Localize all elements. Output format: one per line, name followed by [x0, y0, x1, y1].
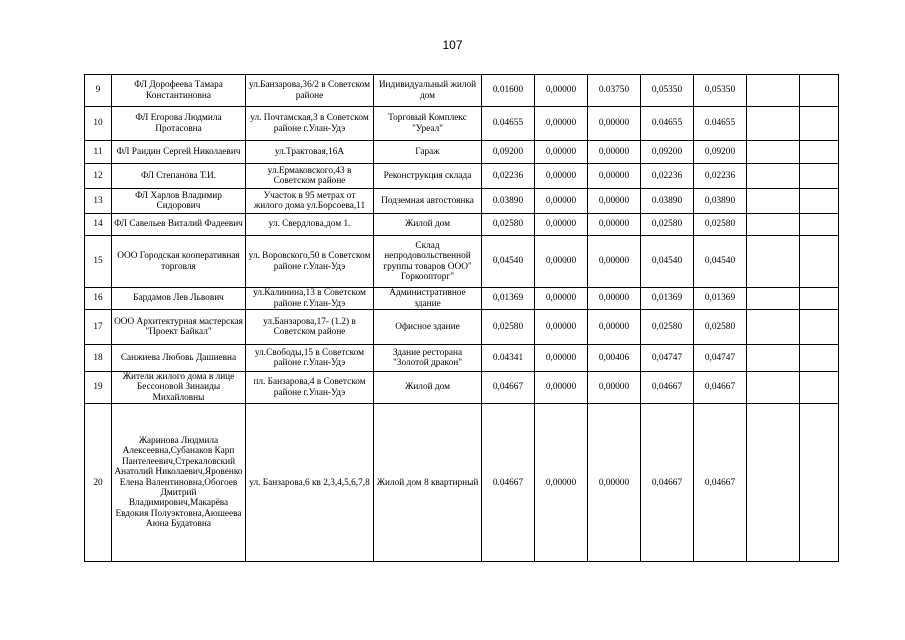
applicant-name: ФЛ Савельев Виталий Фадеевич [112, 214, 246, 236]
table-row [85, 372, 839, 404]
row-number: 18 [85, 345, 112, 372]
value-cell [747, 372, 800, 404]
value-cell [800, 345, 839, 372]
applicant-name: Санжиева Любовь Дашиевна [112, 345, 246, 372]
value-cell: 0,01369 [694, 288, 747, 310]
value-cell: 0.04667 [482, 404, 535, 562]
value-cell: 0,02580 [641, 214, 694, 236]
value-cell: 0,01369 [641, 288, 694, 310]
value-cell [747, 141, 800, 164]
value-cell: 0,00000 [535, 288, 588, 310]
value-cell [747, 236, 800, 288]
value-cell: 0.01600 [482, 75, 535, 107]
applicant-name: Бардамов Лев Львович [112, 288, 246, 310]
value-cell: 0,00000 [588, 141, 641, 164]
value-cell: 0,00000 [588, 189, 641, 214]
object-name: Реконструкция склада [374, 164, 482, 189]
object-address: ул.Банзарова,17- (1.2) в Советском районе [246, 310, 374, 345]
table-row [85, 288, 839, 310]
value-cell [747, 214, 800, 236]
object-name: Здание ресторана "Золотой дракон" [374, 345, 482, 372]
object-address: ул. Воровского,50 в Советском районе г.Улан-Удэ [246, 236, 374, 288]
row-number: 11 [85, 141, 112, 164]
value-cell: 0,02580 [482, 310, 535, 345]
value-cell: 0,00000 [588, 214, 641, 236]
row-number: 13 [85, 189, 112, 214]
value-cell: 0,00000 [535, 345, 588, 372]
value-cell: 0,00000 [588, 236, 641, 288]
value-cell: 0,04540 [641, 236, 694, 288]
capacity-table [84, 74, 839, 562]
value-cell: 0,00000 [535, 75, 588, 107]
value-cell: 0,02580 [482, 214, 535, 236]
applicant-name: ООО Городская кооперативная торговля [112, 236, 246, 288]
object-address: ул.Свободы,15 в Советском районе г.Улан-Удэ [246, 345, 374, 372]
value-cell: 0,00000 [535, 372, 588, 404]
value-cell: 0,04667 [694, 404, 747, 562]
object-name: Гараж [374, 141, 482, 164]
value-cell [747, 288, 800, 310]
value-cell: 0,00000 [588, 164, 641, 189]
object-address: ул. Банзарова,6 кв 2,3,4,5,6,7,8 [246, 404, 374, 562]
table-row [85, 404, 839, 562]
value-cell: 0,05350 [694, 75, 747, 107]
page-number: 107 [442, 38, 463, 52]
applicant-name: Жаринова Людмила Алексеевна,Субанаков Карп Пантелеевич,Стрекаловский Анатолий Николаевич,Яровенко Елена Валентиновна,Обогоев Дмитрий Владимирович,Макарёва Евдокия Полуэктовна,Аюшеева Аюна Будатовна [112, 404, 246, 562]
object-address: ул.Банзарова,36/2 в Советском районе [246, 75, 374, 107]
value-cell: 0,09200 [694, 141, 747, 164]
value-cell: 0,00000 [588, 288, 641, 310]
object-name: Склад непродовольственной группы товаров ООО" Горкоопторг" [374, 236, 482, 288]
value-cell [747, 310, 800, 345]
value-cell [747, 189, 800, 214]
object-name: Офисное здание [374, 310, 482, 345]
table-row [85, 236, 839, 288]
value-cell: 0,02580 [641, 310, 694, 345]
value-cell: 0,02236 [694, 164, 747, 189]
value-cell: 0,00000 [588, 404, 641, 562]
row-number: 12 [85, 164, 112, 189]
value-cell: 0,09200 [482, 141, 535, 164]
value-cell: 0,02580 [694, 214, 747, 236]
value-cell: 0,04540 [694, 236, 747, 288]
value-cell [800, 189, 839, 214]
value-cell: 0,02580 [694, 310, 747, 345]
value-cell: 0,00000 [535, 310, 588, 345]
object-address: Участок в 95 метрах от жилого дома ул.Борсоева,11 [246, 189, 374, 214]
object-address: ул. Почтамская,3 в Советском районе г.Улан-Удэ [246, 107, 374, 141]
value-cell [800, 372, 839, 404]
value-cell: 0,00000 [535, 107, 588, 141]
value-cell: 0,04747 [641, 345, 694, 372]
value-cell [747, 404, 800, 562]
value-cell: 0.04655 [482, 107, 535, 141]
value-cell [747, 164, 800, 189]
row-number: 10 [85, 107, 112, 141]
value-cell: 0.04341 [482, 345, 535, 372]
table-row [85, 141, 839, 164]
value-cell: 0,02236 [641, 164, 694, 189]
object-name: Жилой дом 8 квартирный [374, 404, 482, 562]
table-row [85, 75, 839, 107]
value-cell: 0,04667 [641, 404, 694, 562]
value-cell: 0,02236 [482, 164, 535, 189]
value-cell [747, 345, 800, 372]
object-name: Жилой дом [374, 214, 482, 236]
object-name: Административное здание [374, 288, 482, 310]
row-number: 9 [85, 75, 112, 107]
value-cell: 0,04667 [482, 372, 535, 404]
value-cell [800, 141, 839, 164]
value-cell: 0,00000 [535, 236, 588, 288]
value-cell: 0,05350 [641, 75, 694, 107]
applicant-name: ФЛ Степанова Т.И. [112, 164, 246, 189]
value-cell: 0,03890 [694, 189, 747, 214]
value-cell [800, 236, 839, 288]
value-cell: 0,04667 [641, 372, 694, 404]
value-cell: 0.04655 [641, 107, 694, 141]
applicant-name: ФЛ Раидин Сергей Николаевич [112, 141, 246, 164]
row-number: 14 [85, 214, 112, 236]
value-cell: 0.03890 [482, 189, 535, 214]
table-row [85, 189, 839, 214]
table-row [85, 345, 839, 372]
object-address: ул. Свердлова,дом 1. [246, 214, 374, 236]
value-cell: 0,00000 [535, 164, 588, 189]
row-number: 16 [85, 288, 112, 310]
applicant-name: ФЛ Егорова Людмила Протасовна [112, 107, 246, 141]
value-cell: 0,00000 [535, 214, 588, 236]
value-cell [800, 164, 839, 189]
object-address: пл. Банзарова,4 в Советском районе г.Улан-Удэ [246, 372, 374, 404]
value-cell [800, 310, 839, 345]
applicant-name: ФЛ Дорофеева Тамара Константиновна [112, 75, 246, 107]
value-cell [800, 404, 839, 562]
value-cell [800, 75, 839, 107]
table-row [85, 107, 839, 141]
applicant-name: Жители жилого дома в лице Бессоновой Зинаиды Михайловны [112, 372, 246, 404]
value-cell: 0,00000 [588, 107, 641, 141]
object-address: ул.Калинина,13 в Советском районе г.Улан-Удэ [246, 288, 374, 310]
value-cell: 0.03890 [641, 189, 694, 214]
value-cell: 0,09200 [641, 141, 694, 164]
value-cell [800, 214, 839, 236]
table-row [85, 164, 839, 189]
applicant-name: ФЛ Харлов Владимир Сидорович [112, 189, 246, 214]
object-address: ул.Ермаковского,43 в Советском районе [246, 164, 374, 189]
object-name: Жилой дом [374, 372, 482, 404]
value-cell: 0,00000 [535, 189, 588, 214]
value-cell: 0,04540 [482, 236, 535, 288]
value-cell [800, 288, 839, 310]
value-cell: 0.04655 [694, 107, 747, 141]
value-cell: 0,00406 [588, 345, 641, 372]
row-number: 15 [85, 236, 112, 288]
object-address: ул.Трактовая,16А [246, 141, 374, 164]
value-cell: 0,04667 [694, 372, 747, 404]
value-cell: 0,00000 [535, 404, 588, 562]
value-cell: 0,01369 [482, 288, 535, 310]
value-cell [747, 107, 800, 141]
value-cell [800, 107, 839, 141]
table-row [85, 310, 839, 345]
table-row [85, 214, 839, 236]
object-name: Подземная автостоянка [374, 189, 482, 214]
row-number: 17 [85, 310, 112, 345]
row-number: 20 [85, 404, 112, 562]
value-cell: 0,04747 [694, 345, 747, 372]
value-cell [747, 75, 800, 107]
object-name: Торговый Комплекс "Уреал" [374, 107, 482, 141]
value-cell: 0,00000 [535, 141, 588, 164]
value-cell: 0.03750 [588, 75, 641, 107]
value-cell: 0,00000 [588, 372, 641, 404]
value-cell: 0,00000 [588, 310, 641, 345]
row-number: 19 [85, 372, 112, 404]
applicant-name: ООО Архитектурная мастерская "Проект Байкал" [112, 310, 246, 345]
object-name: Индивидуальный жилой дом [374, 75, 482, 107]
